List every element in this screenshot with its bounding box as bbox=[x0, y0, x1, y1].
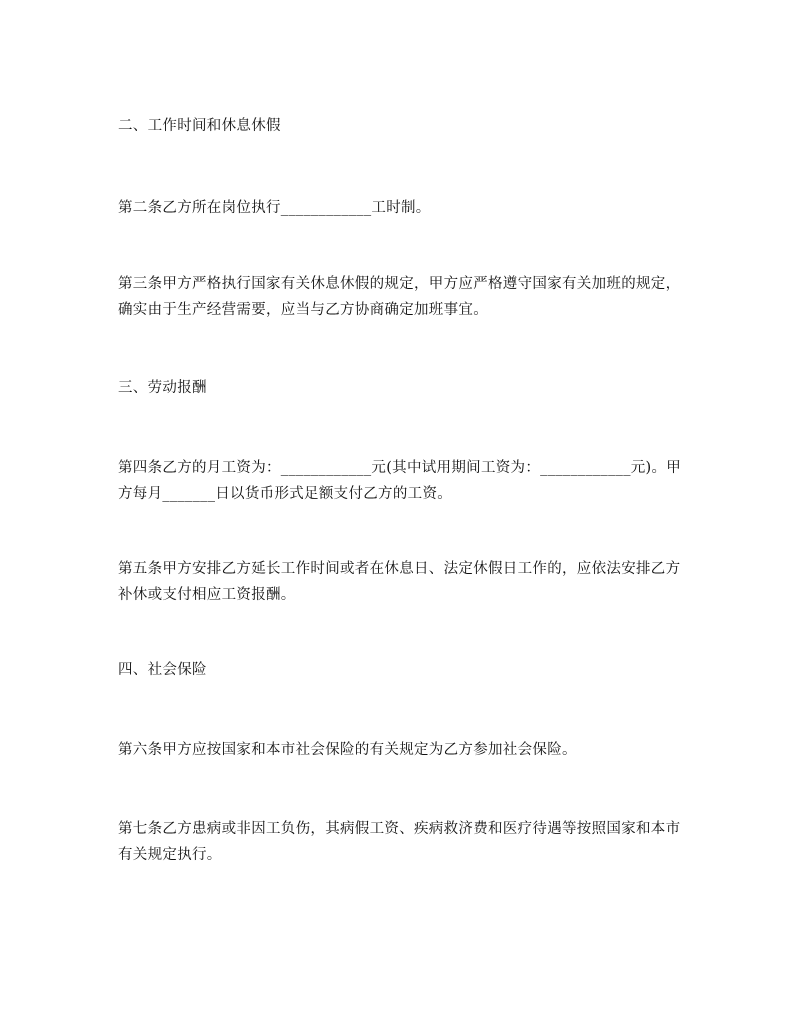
article-5: 第五条甲方安排乙方延长工作时间或者在休息日、法定休假日工作的，应依法安排乙方补休或支付相应工资报酬。 bbox=[118, 561, 681, 603]
article-6: 第六条甲方应按国家和本市社会保险的有关规定为乙方参加社会保险。 bbox=[118, 742, 577, 758]
section-2-heading: 二、工作时间和休息休假 bbox=[118, 118, 281, 134]
article-3: 第三条甲方严格执行国家有关休息休假的规定，甲方应严格遵守国家有关加班的规定，确实由于生产经营需要，应当与乙方协商确定加班事宜。 bbox=[118, 276, 681, 318]
article-4: 第四条乙方的月工资为：____________元(其中试用期间工资为：____________元)。甲方每月_______日以货币形式足额支付乙方的工资。 bbox=[118, 460, 682, 502]
section-3-heading: 三、劳动报酬 bbox=[118, 380, 207, 396]
article-7: 第七条乙方患病或非因工负伤，其病假工资、疾病救济费和医疗待遇等按照国家和本市有关规定执行。 bbox=[118, 821, 681, 863]
article-2: 第二条乙方所在岗位执行____________工时制。 bbox=[118, 200, 431, 216]
section-4-heading: 四、社会保险 bbox=[118, 662, 207, 678]
